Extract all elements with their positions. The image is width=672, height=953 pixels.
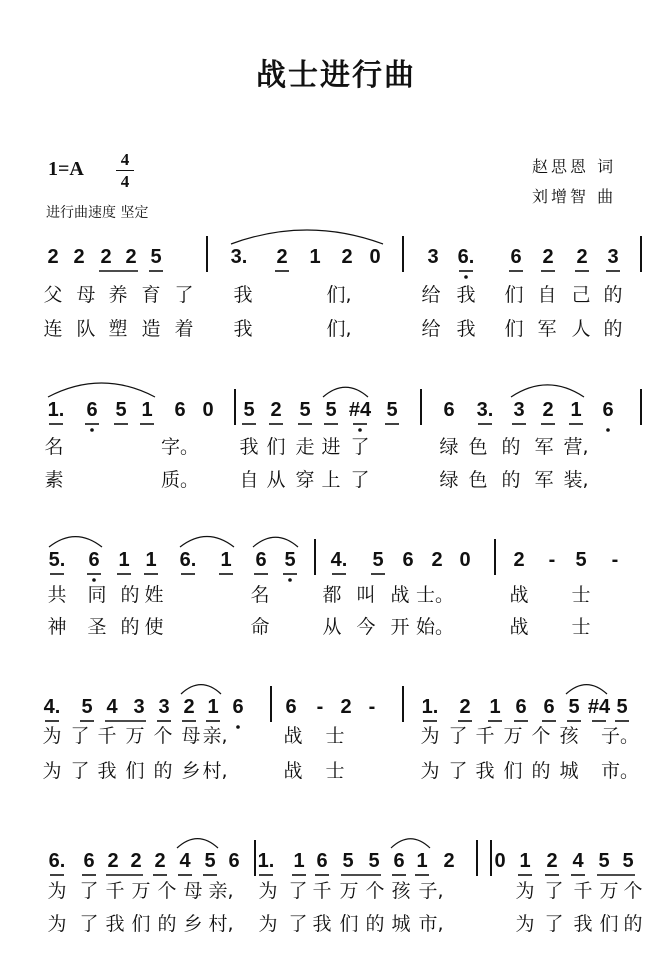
lyric-syllable: 了 [350,436,370,458]
note: 6 [174,399,186,421]
lyric-syllable: 市, [418,913,444,935]
lyric-syllable: 们 [339,913,359,935]
lyric-syllable: 为 [258,913,278,935]
note: 5 [81,696,93,718]
lyric-syllable: 装, [563,469,589,491]
lyric-syllable: 个 [157,880,177,902]
lyric-syllable: 为 [42,725,62,747]
lyric-syllable: 开 [390,616,410,638]
note: 3 [513,399,525,421]
lyric-syllable: 了 [70,725,90,747]
lyric-syllable: 进 [321,436,341,458]
barline [314,539,316,575]
lyric-line-verse-1 [0,280,672,310]
lyric-syllable: 的 [603,318,623,340]
lyric-syllable: 了 [79,913,99,935]
note: #4 [587,696,611,718]
lyric-syllable: 母 [76,284,96,306]
slur [323,387,368,397]
lyric-syllable: 父 [43,284,63,306]
lyric-syllable: 养 [108,284,128,306]
slur [391,839,430,848]
note: 3 [607,246,619,268]
lyric-syllable: 村, [208,913,234,935]
lyric-syllable: 自 [537,284,557,306]
lyric-syllable: 塑 [108,318,128,340]
barline [420,389,422,425]
lyric-syllable: 千 [475,725,495,747]
lyric-syllable: 们, [326,318,352,340]
lyric-syllable: 营, [563,436,589,458]
lyric-syllable: 了 [350,469,370,491]
lyric-syllable: 我 [456,318,476,340]
lyric-syllable: 育 [141,284,161,306]
note: 2 [154,850,166,872]
note: 5 [243,399,255,421]
note: 1 [416,850,428,872]
lyric-syllable: 万 [599,880,619,902]
lyric-syllable: 从 [266,469,286,491]
lyric-syllable: 母 [181,725,201,747]
note: 5 [568,696,580,718]
note: 6 [83,850,95,872]
lyric-syllable: 士。 [415,584,455,606]
note: 2 [431,549,443,571]
note: 5 [115,399,127,421]
lyric-syllable: 子。 [600,725,640,747]
song-title: 战士进行曲 [256,58,416,93]
lyric-syllable: 了 [288,880,308,902]
lyric-syllable: 走 [295,436,315,458]
lyric-syllable: 同 [87,584,107,606]
lyric-syllable: 万 [503,725,523,747]
lyric-syllable: 造 [141,318,161,340]
lyric-syllable: 战 [283,725,303,747]
note: 5 [575,549,587,571]
note: 2 [459,696,471,718]
note: 5 [386,399,398,421]
slur [511,385,584,397]
lyric-syllable: 千 [312,880,332,902]
note: 5. [48,549,66,571]
barline [476,840,478,876]
lyric-syllable: 今 [356,616,376,638]
lyric-syllable: 的 [157,913,177,935]
note: 6 [255,549,267,571]
barline [254,840,256,876]
note: 6. [179,549,197,571]
note: 4 [106,696,118,718]
lyric-syllable: 了 [448,725,468,747]
note: 0 [459,549,471,571]
lyric-syllable: 着 [174,318,194,340]
time-signature-bottom: 4 [120,172,130,191]
lyric-syllable: 亲, [208,880,234,902]
lyric-syllable: 们 [599,913,619,935]
lyric-syllable: 们 [125,760,145,782]
note: - [611,549,619,571]
note: 6 [543,696,555,718]
lyric-syllable: 的 [501,436,521,458]
lyric-syllable: 个 [623,880,643,902]
lyric-syllable: 们 [503,760,523,782]
lyric-syllable: 给 [421,318,441,340]
lyric-syllable: 了 [448,760,468,782]
lyric-syllable: 的 [603,284,623,306]
lyric-line-verse-1 [0,876,672,906]
lyric-syllable: 个 [365,880,385,902]
lyric-syllable: 己 [571,284,591,306]
lyric-syllable: 我 [456,284,476,306]
note: 1 [519,850,531,872]
lyric-syllable: 的 [623,913,643,935]
note: 1 [118,549,130,571]
lyric-syllable: 孩 [391,880,411,902]
lyric-syllable: 军 [534,469,554,491]
note: 6 [316,850,328,872]
time-signature-top: 4 [120,150,130,169]
note: 5 [342,850,354,872]
lyric-syllable: 们 [504,284,524,306]
note: 2 [183,696,195,718]
lyric-syllable: 给 [421,284,441,306]
note: 6 [510,246,522,268]
note: 5 [622,850,634,872]
lyric-syllable: 的 [120,584,140,606]
lyric-syllable: 们 [504,318,524,340]
note: 2 [276,246,288,268]
slur [181,685,221,694]
note: 2 [270,399,282,421]
lyric-syllable: 穿 [295,469,315,491]
note: 6 [86,399,98,421]
lyric-syllable: 士 [571,616,591,638]
lyric-line-verse-2 [0,909,672,939]
barline [402,686,404,722]
note: 6. [457,246,475,268]
note: 3 [133,696,145,718]
lyric-syllable: 万 [131,880,151,902]
barline [234,389,236,425]
note: 2 [340,696,352,718]
octave-dot [464,275,468,279]
lyric-syllable: 了 [544,880,564,902]
lyric-line-verse-2 [0,612,672,642]
note: 2 [47,246,59,268]
lyric-syllable: 乡 [181,760,201,782]
note: 6 [232,696,244,718]
note: - [548,549,556,571]
note: 6 [602,399,614,421]
lyric-syllable: 始。 [415,616,455,638]
lyric-syllable: 了 [288,913,308,935]
note: 2 [125,246,137,268]
note: 5 [616,696,628,718]
lyric-syllable: 为 [420,760,440,782]
lyric-syllable: 村, [202,760,228,782]
barline [402,236,404,272]
lyric-syllable: 万 [339,880,359,902]
slur [180,537,234,548]
note: 2 [443,850,455,872]
slur [253,537,298,547]
note: 1 [309,246,321,268]
lyric-syllable: 我 [239,436,259,458]
lyric-syllable: 圣 [87,616,107,638]
note: 3 [158,696,170,718]
slur [177,839,218,848]
note: 1. [47,399,65,421]
note: 5 [150,246,162,268]
barline [640,389,642,425]
lyric-syllable: 为 [47,913,67,935]
note: 3. [230,246,248,268]
lyric-syllable: 叫 [356,584,376,606]
note: - [368,696,376,718]
lyric-syllable: 为 [47,880,67,902]
lyric-syllable: 了 [79,880,99,902]
lyric-syllable: 姓 [144,584,164,606]
lyric-syllable: 我 [233,284,253,306]
note: 5 [598,850,610,872]
note: - [316,696,324,718]
lyric-syllable: 名 [250,584,270,606]
lyric-syllable: 为 [515,913,535,935]
lyric-line-verse-2 [0,465,672,495]
note: 1 [489,696,501,718]
lyricist-credit: 赵思恩 词 [532,157,617,176]
lyric-syllable: 士 [571,584,591,606]
lyric-syllable: 了 [70,760,90,782]
lyric-syllable: 万 [125,725,145,747]
lyric-syllable: 战 [283,760,303,782]
note: 2 [107,850,119,872]
lyric-syllable: 千 [573,880,593,902]
lyric-syllable: 千 [105,880,125,902]
note: 1 [570,399,582,421]
lyric-syllable: 军 [534,436,554,458]
lyric-line-verse-1 [0,432,672,462]
lyric-line-verse-1 [0,721,672,751]
lyric-syllable: 们 [266,436,286,458]
lyric-syllable: 都 [322,584,342,606]
lyric-syllable: 色 [468,469,488,491]
lyric-syllable: 市。 [600,760,640,782]
lyric-syllable: 使 [144,616,164,638]
lyric-syllable: 色 [468,436,488,458]
lyric-syllable: 上 [321,469,341,491]
slur [49,537,102,547]
lyric-syllable: 的 [365,913,385,935]
lyric-syllable: 子, [418,880,444,902]
lyric-syllable: 为 [420,725,440,747]
lyric-syllable: 我 [312,913,332,935]
lyric-syllable: 名 [44,436,64,458]
tempo-marking: 进行曲速度 坚定 [46,205,149,221]
note: #4 [348,399,372,421]
lyric-syllable: 乡 [183,913,203,935]
note: 6 [285,696,297,718]
slur [566,685,607,694]
note: 2 [100,246,112,268]
note: 4. [43,696,61,718]
lyric-syllable: 为 [515,880,535,902]
lyric-syllable: 共 [47,584,67,606]
slur [48,383,155,397]
lyric-syllable: 士 [325,725,345,747]
barline [206,236,208,272]
lyric-syllable: 了 [544,913,564,935]
time-signature [116,150,134,191]
lyric-syllable: 自 [239,469,259,491]
note: 6 [88,549,100,571]
lyric-syllable: 的 [120,616,140,638]
note: 1. [257,850,275,872]
lyric-line-verse-2 [0,314,672,344]
barline [494,539,496,575]
note: 2 [542,246,554,268]
note: 1 [293,850,305,872]
note: 3 [427,246,439,268]
note: 4 [179,850,191,872]
lyric-syllable: 们 [131,913,151,935]
lyric-syllable: 队 [76,318,96,340]
lyric-syllable: 连 [43,318,63,340]
note: 6. [48,850,66,872]
lyric-line-verse-1 [0,580,672,610]
lyric-syllable: 我 [105,913,125,935]
note: 2 [73,246,85,268]
note: 6 [402,549,414,571]
lyric-syllable: 军 [537,318,557,340]
lyric-syllable: 孩 [559,725,579,747]
lyric-syllable: 城 [559,760,579,782]
composer-credit: 刘增智 曲 [532,187,617,206]
note: 2 [546,850,558,872]
lyric-syllable: 我 [97,760,117,782]
note: 5 [299,399,311,421]
lyric-syllable: 命 [250,616,270,638]
note: 6 [228,850,240,872]
note: 2 [341,246,353,268]
lyric-syllable: 母 [183,880,203,902]
note: 0 [494,850,506,872]
lyric-syllable: 为 [42,760,62,782]
barline [270,686,272,722]
note: 1 [220,549,232,571]
key-signature: 1=A [48,158,84,180]
slur [231,230,383,244]
note: 0 [369,246,381,268]
lyric-syllable: 亲, [202,725,228,747]
lyric-syllable: 千 [97,725,117,747]
note: 2 [576,246,588,268]
lyric-syllable: 为 [258,880,278,902]
lyric-syllable: 的 [153,760,173,782]
lyric-syllable: 我 [573,913,593,935]
lyric-syllable: 人 [571,318,591,340]
lyric-syllable: 了 [174,284,194,306]
barline [490,840,492,876]
lyric-syllable: 战 [509,584,529,606]
lyric-syllable: 字。 [160,436,200,458]
note: 6 [393,850,405,872]
note: 4 [572,850,584,872]
note: 4. [330,549,348,571]
lyric-syllable: 从 [322,616,342,638]
barline [640,236,642,272]
note: 2 [130,850,142,872]
lyric-syllable: 士 [325,760,345,782]
lyric-syllable: 战 [509,616,529,638]
lyric-syllable: 城 [391,913,411,935]
note: 5 [372,549,384,571]
note: 1 [145,549,157,571]
lyric-syllable: 个 [531,725,551,747]
lyric-syllable: 的 [501,469,521,491]
lyric-syllable: 我 [475,760,495,782]
note: 5 [368,850,380,872]
note: 0 [202,399,214,421]
note: 1. [421,696,439,718]
lyric-syllable: 的 [531,760,551,782]
lyric-syllable: 们, [326,284,352,306]
lyric-syllable: 绿 [439,436,459,458]
lyric-syllable: 质。 [160,469,200,491]
note: 3. [476,399,494,421]
note: 1 [207,696,219,718]
lyric-syllable: 我 [233,318,253,340]
lyric-line-verse-2 [0,756,672,786]
note: 5 [284,549,296,571]
note: 2 [513,549,525,571]
note: 5 [325,399,337,421]
note: 6 [515,696,527,718]
lyric-syllable: 个 [153,725,173,747]
note: 1 [141,399,153,421]
note: 5 [204,850,216,872]
lyric-syllable: 神 [47,616,67,638]
lyric-syllable: 素 [44,469,64,491]
note: 6 [443,399,455,421]
lyric-syllable: 绿 [439,469,459,491]
lyric-syllable: 战 [390,584,410,606]
note: 2 [542,399,554,421]
